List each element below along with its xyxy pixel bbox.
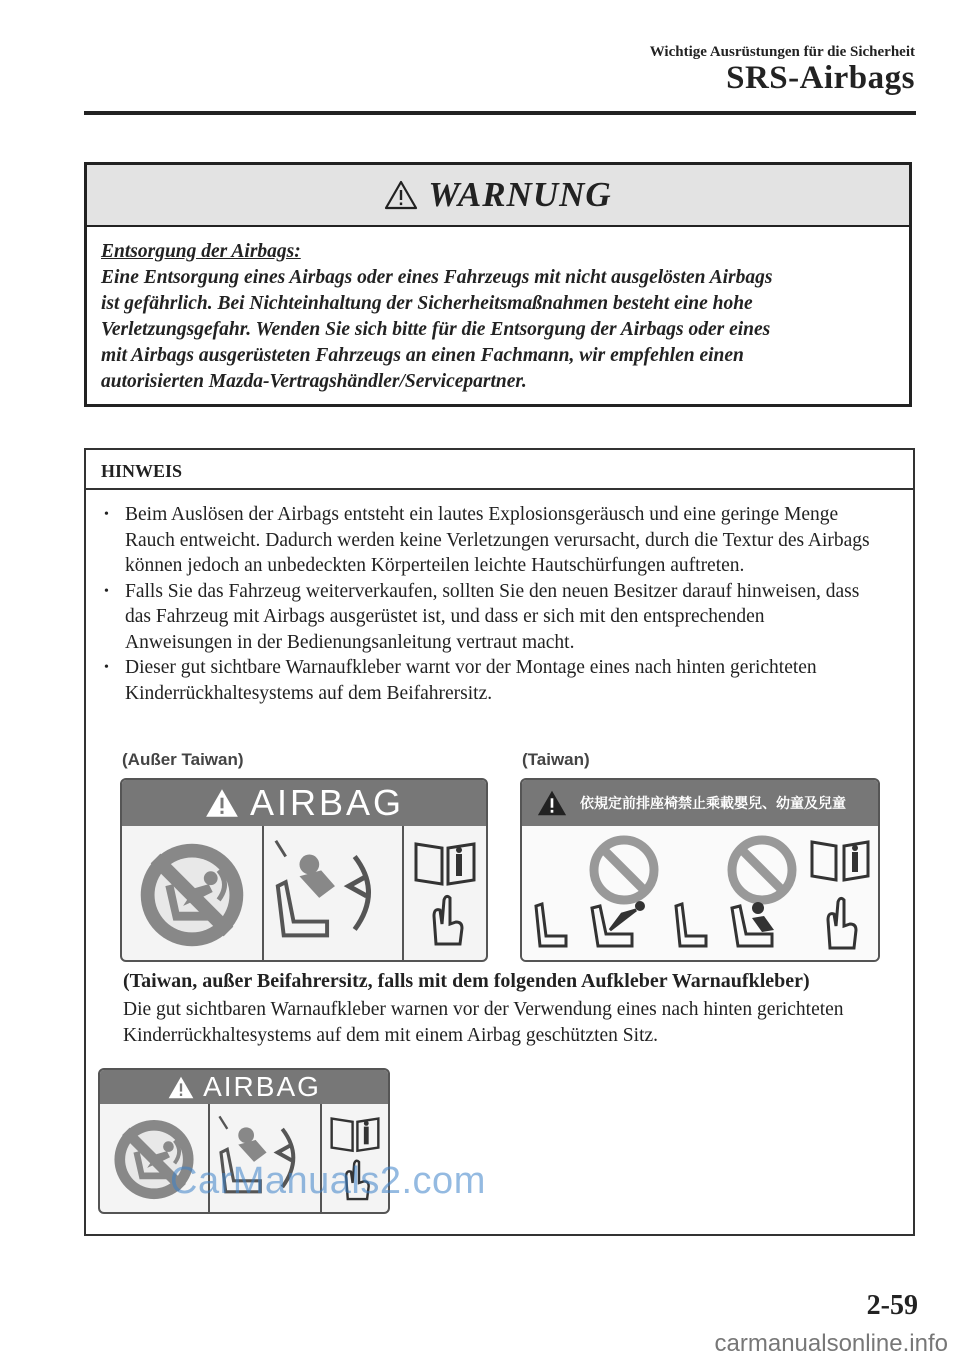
warning-triangle-icon [167, 1075, 195, 1100]
warning-line: mit Airbags ausgerüsteten Fahrzeugs an einen Fachmann, wir empfehlen einen [101, 345, 744, 366]
prohibited-icon [662, 826, 802, 960]
note-bullet: • Dieser gut sichtbare Warnaufkleber warnt vor der Montage eines nach hinten gerichteten Kinderrückhaltesystems auf dem Beifahrersitz. [86, 655, 913, 706]
header-rule [84, 111, 916, 115]
warning-triangle-icon [204, 787, 240, 819]
warning-line: Verletzungsgefahr. Wenden Sie sich bitte für die Entsorgung der Airbags oder eines [101, 319, 771, 340]
label-taiwan: (Taiwan) [522, 750, 590, 769]
warning-title: WARNUNG [428, 175, 612, 214]
note-title: HINWEIS [86, 450, 913, 490]
warning-line: Eine Entsorgung eines Airbags oder eines Fahrzeugs mit nicht ausgelösten Airbags [101, 267, 773, 288]
manual-book-icon [802, 826, 878, 960]
taiwan-heading: (Taiwan, außer Beifahrersitz, falls mit dem folgenden Aufkleber Warnaufkleber) [123, 970, 810, 992]
manual-book-icon [404, 826, 486, 960]
airbag-sticker-taiwan [520, 778, 880, 962]
sticker-airbag-text: AIRBAG [203, 1071, 321, 1102]
warning-triangle-icon [536, 788, 568, 818]
manual-cell [404, 826, 486, 960]
airbag-deploy-cell [264, 826, 404, 960]
no-child-seat-tw-cell [662, 826, 802, 960]
label-non-taiwan: (Außer Taiwan) [122, 750, 244, 769]
airbag-sticker-non-taiwan [120, 778, 488, 962]
note-bullet: • Beim Auslösen der Airbags entsteht ein lautes Explosionsgeräusch und eine geringe Menge Rauch entweicht. Dadurch werden keine Verletzungen verursacht, durch die Textur des Airbags können jedoch an unbedeckten Körperteilen leichte Hautschürfungen auftreten. [86, 502, 913, 579]
warning-subtitle: Entsorgung der Airbags: [101, 241, 301, 262]
sticker-airbag-text: AIRBAG [249, 782, 405, 823]
no-child-seat-cell [122, 826, 264, 960]
footer-watermark: carmanualsonline.info [714, 1330, 948, 1357]
warning-header [87, 165, 909, 227]
warning-line: ist gefährlich. Bei Nichteinhaltung der Sicherheitsmaßnahmen besteht eine hohe [101, 293, 753, 314]
note-list [86, 490, 913, 706]
warning-line: autorisierten Mazda-Vertragshändler/Servicepartner. [101, 371, 527, 392]
watermark: CarManuals2.com [170, 1160, 486, 1202]
page-number: 2-59 [866, 1290, 918, 1321]
warning-body [87, 227, 909, 395]
no-child-seat-icon [122, 826, 262, 960]
note-bullet: • Falls Sie das Fahrzeug weiterverkaufen, sollten Sie den neuen Besitzer darauf hinweisen, dass das Fahrzeug mit Airbags ausgerüstet ist, und dass er sich mit den entsprechenden Anweisungen in der Bedienungsanleitung vertraut macht. [86, 579, 913, 656]
manual-tw-cell [802, 826, 878, 960]
warning-box [84, 162, 912, 407]
no-infant-seat-cell [522, 826, 662, 960]
header-section: Wichtige Ausrüstungen für die Sicherheit [649, 44, 915, 60]
taiwan-text: Die gut sichtbaren Warnaufkleber warnen vor der Verwendung eines nach hinten gerichteten Kinderrückhaltesystems auf dem mit einem Airbag geschützten Sitz. [123, 999, 844, 1046]
page-title: SRS-Airbags [726, 60, 915, 96]
sticker-taiwan-text: 依規定前排座椅禁止乘載嬰兒、幼童及兒童 [580, 795, 846, 811]
warning-triangle-icon [384, 180, 418, 210]
airbag-deploy-icon [264, 826, 402, 960]
prohibited-icon [522, 826, 662, 960]
